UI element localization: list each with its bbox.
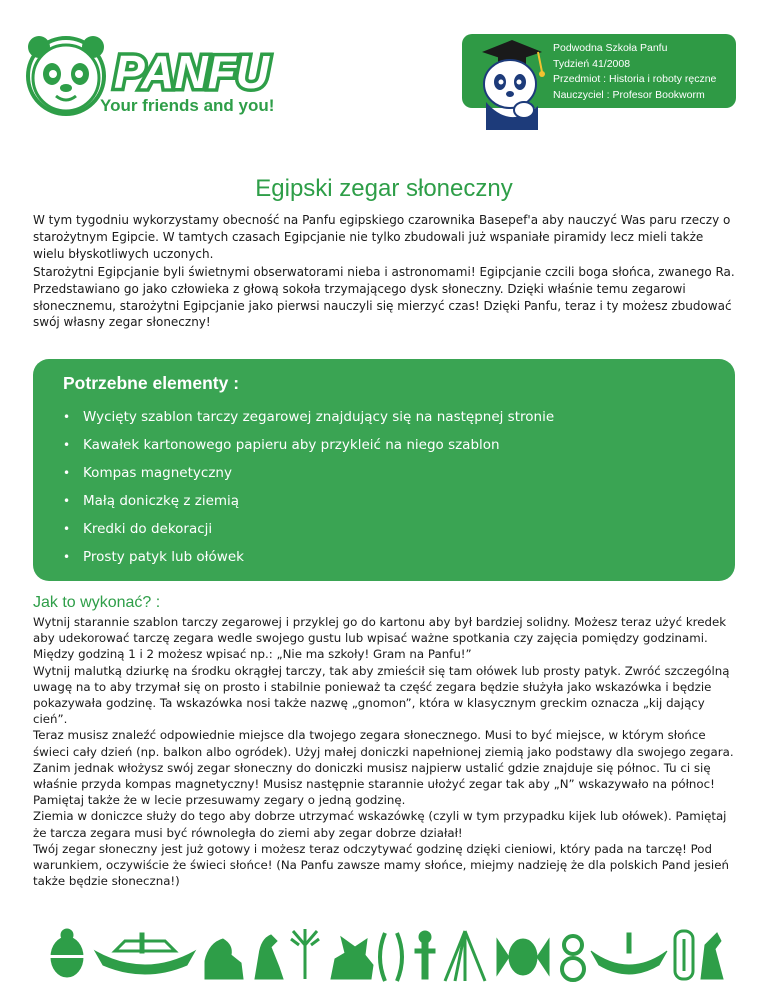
step-paragraph-5: Ziemia w doniczce służy do tego aby dobrze utrzymać wskazówkę (czyli w tym przypadku kijek lub ołówek). Pamiętaj że tarcza zegara musi być równoległa do ziemi aby zegar dobrze działał! <box>33 809 727 840</box>
ankh-figure-icon <box>415 931 435 979</box>
glyph-bird-icon <box>701 933 723 979</box>
list-item <box>63 487 554 515</box>
boat-icon <box>591 933 667 974</box>
bullet: • <box>63 438 71 452</box>
hieroglyph-border <box>45 925 725 985</box>
info-teacher: Nauczyciel : Profesor Bookworm <box>553 88 705 101</box>
boat-icon <box>95 933 195 974</box>
page-title: Egipski zegar słoneczny <box>255 175 513 202</box>
info-week: Tydzień 41/2008 <box>553 57 631 70</box>
list-item <box>63 431 554 459</box>
info-school: Podwodna Szkoła Panfu <box>553 42 668 54</box>
panda-head-icon <box>28 36 104 114</box>
griffin-icon <box>331 937 373 979</box>
papyrus-icon <box>291 929 319 979</box>
materials-heading: Potrzebne elementy : <box>63 373 240 393</box>
list-item <box>63 403 554 431</box>
panda-professor-icon <box>468 32 552 130</box>
material-text: Kredki do dekoracji <box>83 521 213 537</box>
knot-icon <box>562 936 584 980</box>
materials-panel <box>33 359 735 581</box>
step-paragraph-1: Wytnij starannie szablon tarczy zegarowej i przyklej go do kartonu aby był bardziej solidny. Możesz teraz użyć kredek aby udekorować tarczę zegara wedle swojego gustu lub wpisać ważne spotkania czy zajęcia pomiędzy godzinami. Między godziną 1 i 2 możesz wpisać np.: „Nie ma szkoły! Gram na Panfu!” <box>33 615 727 662</box>
bird-icon <box>255 935 283 979</box>
material-text: Prosty patyk lub ołówek <box>83 549 244 565</box>
howto-heading: Jak to wykonać? : <box>33 594 161 611</box>
step-paragraph-3: Teraz musisz znaleźć odpowiednie miejsce dla twojego zegara słonecznego. Musi to być miejsce, w którym słońce świeci cały dzień (np. balkon albo ogródek). Użyj małej doniczki napełnionej ziemią jako podstawy dla swojego zegara. <box>33 728 734 759</box>
list-item <box>63 515 554 543</box>
bullet: • <box>63 522 71 536</box>
sphinx-icon <box>205 939 243 979</box>
material-text: Kompas magnetyczny <box>83 465 232 481</box>
info-subject: Przedmiot : Historia i roboty ręczne <box>553 73 717 85</box>
list-item <box>63 459 554 487</box>
cartouche-icon <box>675 931 693 979</box>
intro-paragraph-2: Starożytni Egipcjanie byli świetnymi obserwatorami nieba i astronomami! Egipcjanie czcili boga słońca, zwanego Ra. Przedstawiano go jako człowieka z głową sokoła trzymającego dysk słoneczny. Dzięki właśnie temu zegarowi słonecznemu, starożytni Egipcjanie jako pierwsi nauczyli się mierzyć czas! Dzięki Panfu, teraz i ty możesz zbudować swój własny zegar słoneczny! <box>33 265 735 330</box>
intro-paragraph-1: W tym tygodniu wykorzystamy obecność na Panfu egipskiego czarownika Basepef'a aby nauczyć Was paru rzeczy o starożytnym Egipcie. W tamtych czasach Egipcjanie nie tylko zbudowali już wspaniałe piramidy lecz mieli także wielu błyskotliwych uczonych. <box>33 213 731 261</box>
howto-steps <box>33 614 738 889</box>
material-text: Małą doniczkę z ziemią <box>83 493 240 509</box>
materials-list <box>63 403 554 571</box>
bracket-icon <box>380 933 402 981</box>
bullet: • <box>63 410 71 424</box>
winged-scarab-icon <box>497 939 549 975</box>
panfu-wordmark: PANFU <box>114 46 270 98</box>
step-paragraph-2: Wytnij malutką dziurkę na środku okrągłej tarczy, tak aby zmieścił się tam ołówek lub prosty patyk. Zwróć szczególną uwagę na to aby trzymał się on prosto i stabilnie ponieważ ta część zegara będzie służyła jako wskazówka i będzie pokazywała godzinę. Ta wskazówka nosi także nazwę „gnomon”, która w klasycznym greckim oznacza „kij dający cień”. <box>33 663 730 727</box>
list-item <box>63 543 554 571</box>
scarab-icon <box>49 929 85 977</box>
bullet: • <box>63 550 71 564</box>
pyramid-lines-icon <box>445 931 485 981</box>
material-text: Wycięty szablon tarczy zegarowej znajdujący się na następnej stronie <box>83 409 555 425</box>
step-paragraph-6: Twój zegar słoneczny jest już gotowy i możesz teraz odczytywać godzinę dzięki cieniowi, który pada na tarczę! Pod warunkiem, oczywiście że świeci słońce! (Na Panfu zawsze mamy słońce, miejmy nadzieję że dla polskich Pand jesień także będzie słoneczna!) <box>33 841 729 889</box>
bullet: • <box>63 466 71 480</box>
logo-tagline: Your friends and you! <box>100 96 275 115</box>
class-info-lines <box>553 41 716 103</box>
bullet: • <box>63 494 71 508</box>
material-text: Kawałek kartonowego papieru aby przykleić na niego szablon <box>83 437 500 453</box>
step-paragraph-4: Zanim jednak włożysz swój zegar słoneczny do doniczki musisz najpierw ustalić gdzie znajduje się północ. Tu ci się właśnie przyda kompas magnetyczny! Musisz następnie starannie ułożyć zegar tak aby „N” wskazywało na północ! Pamiętaj także że w lecie przesuwamy zegary o jedną godzinę. <box>33 760 715 808</box>
